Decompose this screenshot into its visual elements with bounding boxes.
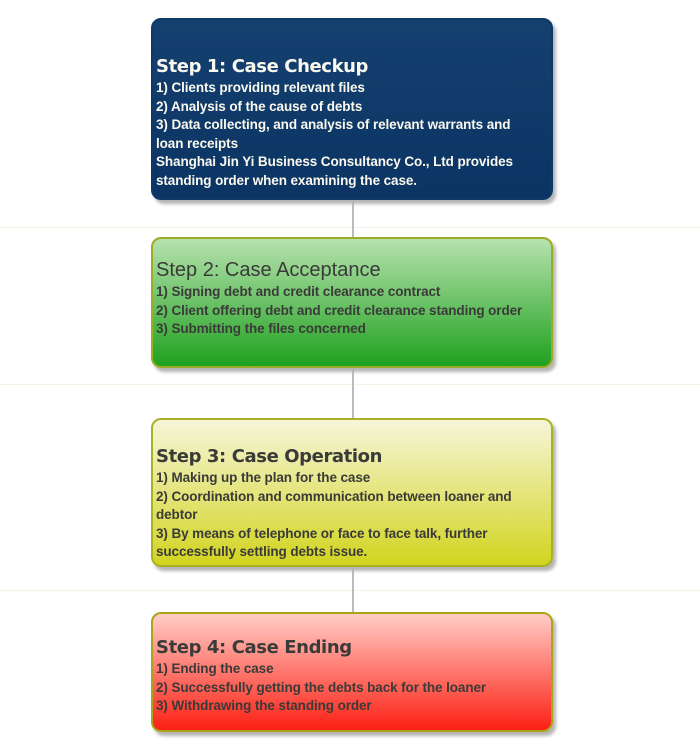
connector-line-step1-step2	[352, 196, 354, 241]
step-2-box	[151, 237, 553, 368]
step-2-line-1: 1) Signing debt and credit clearance contract	[156, 284, 441, 299]
step-3-box	[151, 418, 553, 567]
step-3-line-3: 3) By means of telephone or face to face talk, further successfully settling debts issue.	[156, 525, 488, 559]
faint-row-divider	[0, 227, 700, 228]
step-3-line-2: 2) Coordination and communication between loaner and debtor	[156, 488, 512, 522]
step-4-box	[151, 612, 553, 732]
step-1-title: Step 1: Case Checkup	[156, 56, 369, 77]
step-2-line-3: 3) Submitting the files concerned	[156, 321, 366, 336]
step-1-line-4: Shanghai Jin Yi Business Consultancy Co., Ltd provides standing order when examining the case.	[156, 154, 513, 188]
faint-row-divider	[0, 384, 700, 385]
step-4-title: Step 4: Case Ending	[156, 637, 352, 658]
step-4-line-2: 2) Successfully getting the debts back for the loaner	[156, 679, 487, 695]
connector-line-step3-step4	[352, 563, 354, 616]
step-1-box	[151, 18, 553, 200]
step-2-line-2: 2) Client offering debt and credit clearance standing order	[156, 302, 523, 318]
step-1-line-1: 1) Clients providing relevant files	[156, 80, 365, 95]
step-3-line-1: 1) Making up the plan for the case	[156, 470, 371, 485]
step-1-line-3: 3) Data collecting, and analysis of relevant warrants and loan receipts	[156, 117, 511, 151]
faint-row-divider	[0, 590, 700, 591]
step-4-line-1: 1) Ending the case	[156, 661, 274, 676]
connector-line-step2-step3	[352, 364, 354, 422]
step-2-title: Step 2: Case Acceptance	[156, 259, 381, 281]
step-4-line-3: 3) Withdrawing the standing order	[156, 698, 372, 713]
step-1-line-2: 2) Analysis of the cause of debts	[156, 98, 363, 114]
step-3-title: Step 3: Case Operation	[156, 446, 383, 467]
